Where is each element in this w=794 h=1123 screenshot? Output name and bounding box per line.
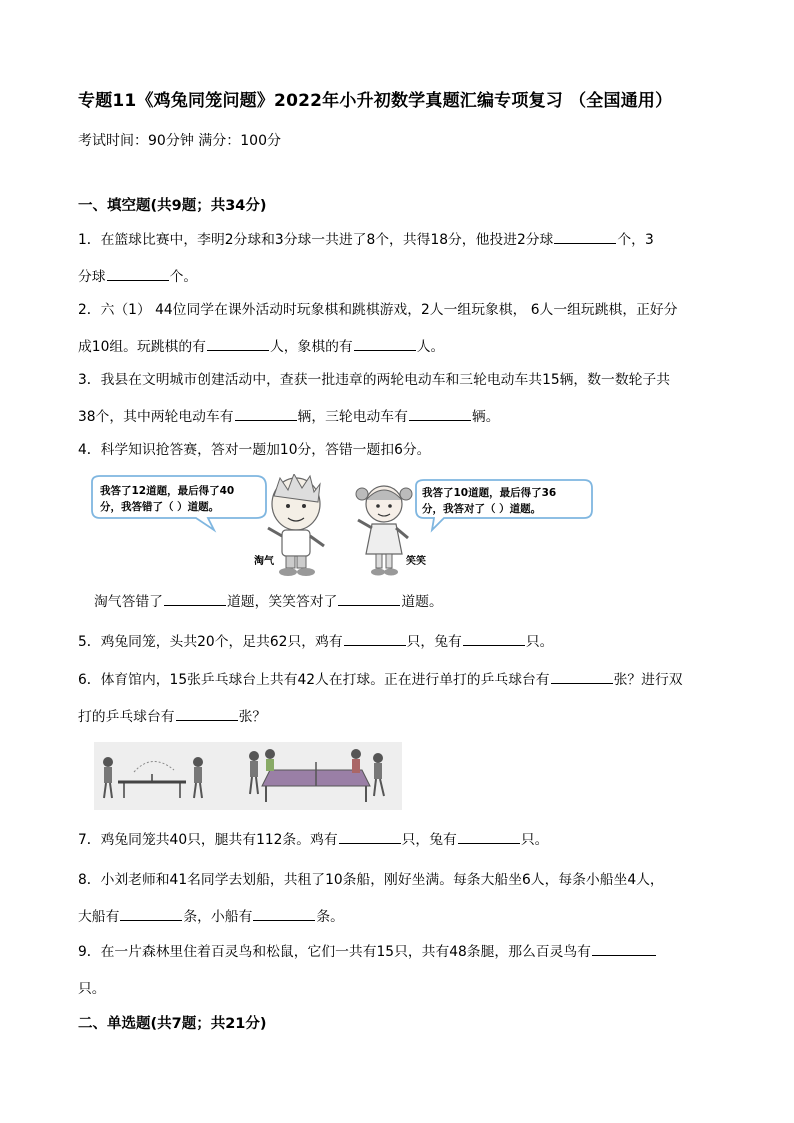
question-text: 5．鸡兔同笼，头共20个，足共62只，鸡有 bbox=[78, 634, 343, 650]
bubble-right-line-2: 分，我答对了（ ）道题。 bbox=[422, 503, 542, 515]
question-text: 个，3 bbox=[617, 232, 654, 248]
question-1 bbox=[78, 222, 718, 296]
answer-blank[interactable] bbox=[554, 229, 616, 244]
answer-blank[interactable] bbox=[164, 591, 226, 606]
answer-blank[interactable] bbox=[235, 406, 297, 421]
question-text: 只，兔有 bbox=[401, 832, 457, 848]
answer-blank[interactable] bbox=[409, 406, 471, 421]
answer-blank[interactable] bbox=[592, 941, 656, 956]
question-text: 张？ bbox=[238, 709, 267, 725]
question-text: 大船有 bbox=[78, 909, 120, 925]
table-tennis-illustration bbox=[94, 742, 402, 810]
question-4-answer-line bbox=[94, 584, 734, 621]
name-label-taoqi: 淘气 bbox=[254, 556, 274, 567]
quiz-illustration bbox=[88, 474, 598, 578]
bubble-right-line-1: 我答了10道题，最后得了36 bbox=[422, 487, 557, 499]
question-text: 只，兔有 bbox=[406, 634, 462, 650]
question-text: 1．在篮球比赛中，李明2分球和3分球一共进了8个，共得18分，他投进2分球 bbox=[78, 232, 554, 248]
question-5 bbox=[78, 624, 718, 661]
page-title: 专题11《鸡兔同笼问题》2022年小升初数学真题汇编专项复习 （全国通用） bbox=[78, 91, 673, 111]
question-text: 辆。 bbox=[471, 409, 500, 425]
question-6 bbox=[78, 662, 718, 736]
question-text: 个。 bbox=[169, 269, 198, 285]
girl-figure bbox=[356, 486, 412, 576]
question-text: 2．六（1） 44位同学在课外活动时玩象棋和跳棋游戏，2人一组玩象棋， 6人一组玩跳棋，正好分 bbox=[78, 302, 678, 318]
question-text: 4．科学知识抢答赛，答对一题加10分，答错一题扣6分。 bbox=[78, 442, 431, 458]
question-3 bbox=[78, 362, 718, 436]
answer-blank[interactable] bbox=[354, 336, 416, 351]
question-9 bbox=[78, 934, 718, 1008]
question-text: 6．体育馆内，15张乒乓球台上共有42人在打球。正在进行单打的乒乓球台有 bbox=[78, 672, 550, 688]
question-text: 成10组。玩跳棋的有 bbox=[78, 339, 206, 355]
answer-blank[interactable] bbox=[463, 631, 525, 646]
question-8 bbox=[78, 862, 718, 936]
question-text: 9．在一片森林里住着百灵鸟和松鼠，它们一共有15只，共有48条腿，那么百灵鸟有 bbox=[78, 944, 591, 960]
answer-blank[interactable] bbox=[458, 829, 520, 844]
question-text: 条，小船有 bbox=[183, 909, 253, 925]
question-text: 道题，笑笑答对了 bbox=[226, 594, 338, 610]
question-text: 条。 bbox=[316, 909, 344, 925]
question-text: 只。 bbox=[520, 832, 549, 848]
answer-blank[interactable] bbox=[344, 631, 406, 646]
question-text: 张？进行双 bbox=[613, 672, 683, 688]
question-text: 分球 bbox=[78, 269, 106, 285]
question-text: 7．鸡兔同笼共40只，腿共有112条。鸡有 bbox=[78, 832, 338, 848]
question-text: 只。 bbox=[525, 634, 554, 650]
question-text: 8．小刘老师和41名同学去划船，共租了10条船，刚好坐满。每条大船坐6人，每条小船坐4人， bbox=[78, 872, 664, 888]
answer-blank[interactable] bbox=[107, 266, 169, 281]
question-text: 打的乒乓球台有 bbox=[78, 709, 175, 725]
boy-figure bbox=[268, 474, 324, 576]
answer-blank[interactable] bbox=[338, 591, 400, 606]
answer-blank[interactable] bbox=[339, 829, 401, 844]
question-text: 人。 bbox=[416, 339, 445, 355]
section-heading-fill-blank: 一、填空题(共9题；共34分) bbox=[78, 198, 267, 214]
question-text: 人，象棋的有 bbox=[269, 339, 353, 355]
bubble-left-line-2: 分，我答错了（ ）道题。 bbox=[100, 501, 220, 513]
section-heading-single-choice: 二、单选题(共7题；共21分) bbox=[78, 1016, 267, 1032]
answer-blank[interactable] bbox=[176, 706, 238, 721]
answer-blank[interactable] bbox=[207, 336, 269, 351]
bubble-left-line-1: 我答了12道题，最后得了40 bbox=[100, 485, 235, 497]
question-text: 淘气答错了 bbox=[94, 594, 163, 610]
question-text: 3．我县在文明城市创建活动中，查获一批违章的两轮电动车和三轮电动车共15辆，数一数轮子共 bbox=[78, 372, 671, 388]
answer-blank[interactable] bbox=[253, 906, 315, 921]
exam-info: 考试时间：90分钟 满分：100分 bbox=[78, 133, 281, 149]
question-text: 道题。 bbox=[401, 594, 443, 610]
question-4 bbox=[78, 432, 718, 469]
question-text: 辆，三轮电动车有 bbox=[297, 409, 408, 425]
question-2 bbox=[78, 292, 718, 366]
question-text: 38个，其中两轮电动车有 bbox=[78, 409, 234, 425]
answer-blank[interactable] bbox=[551, 669, 613, 684]
question-text: 只。 bbox=[78, 981, 106, 997]
question-7 bbox=[78, 822, 718, 859]
name-label-xiaoxiao: 笑笑 bbox=[406, 556, 426, 567]
answer-blank[interactable] bbox=[120, 906, 182, 921]
